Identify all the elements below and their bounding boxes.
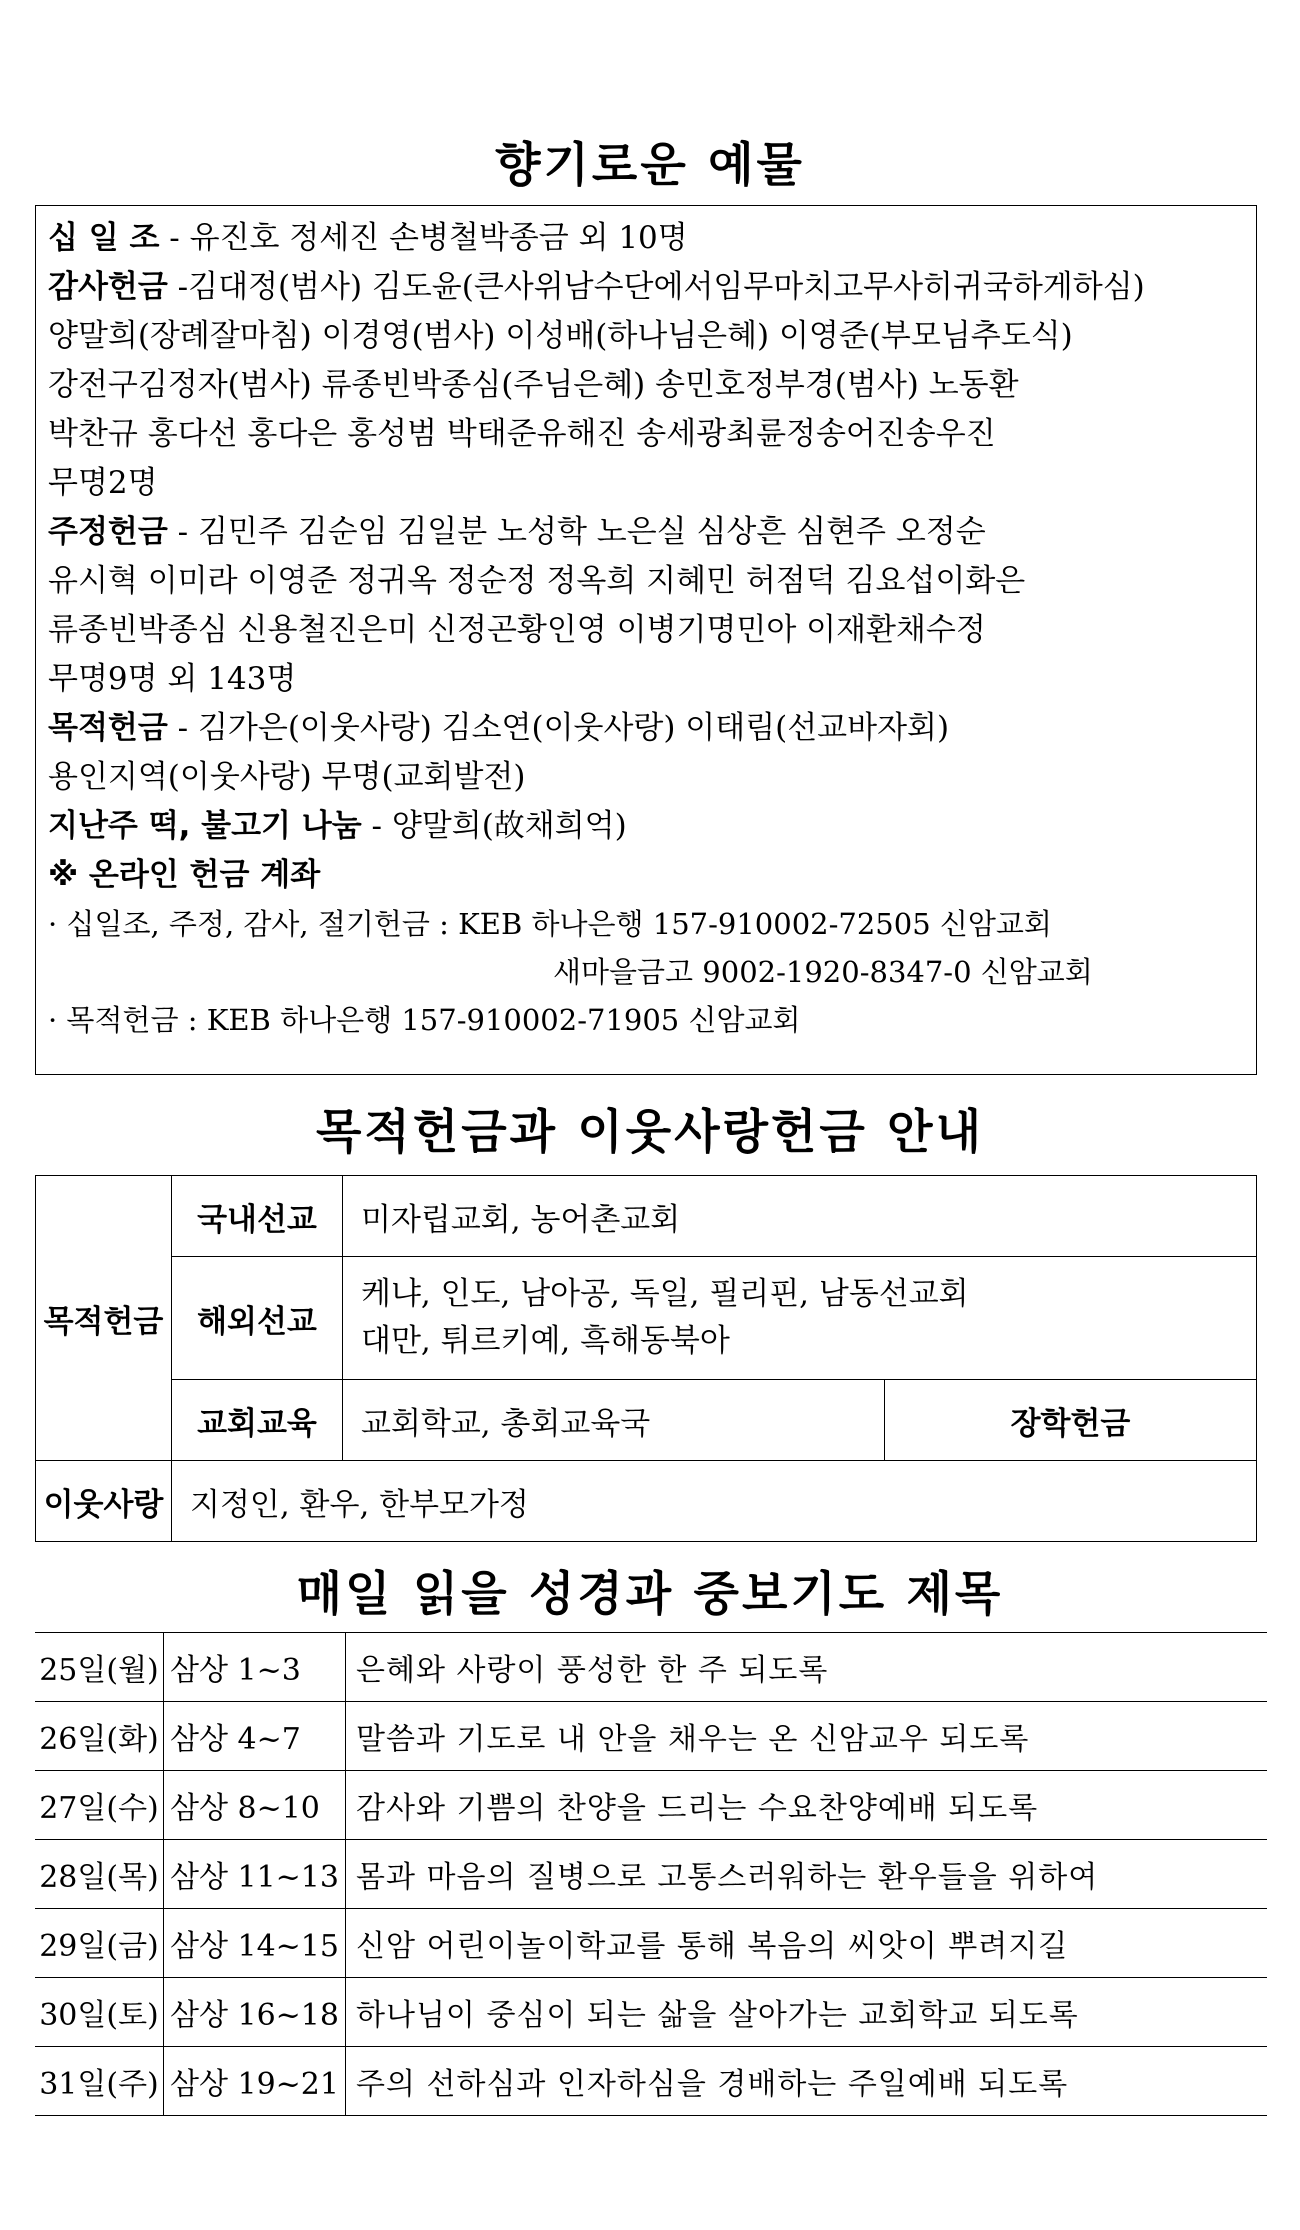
- weekly-names: - 김민주 김순임 김일분 노성학 노은실 심상흔 심현주 오정순: [167, 514, 986, 550]
- prayer-cell: 감사와 기쁨의 찬양을 드리는 수요찬양예배 되도록: [345, 1771, 1267, 1840]
- date-cell: 26일(화): [35, 1702, 164, 1771]
- passage-cell: 삼상 4~7: [164, 1702, 346, 1771]
- tithe-label: 십 일 조: [48, 220, 160, 256]
- prayer-cell: 신암 어린이놀이학교를 통해 복음의 씨앗이 뿌려지길: [345, 1909, 1267, 1978]
- row-value-line: 대만, 튀르키예, 흑해동북아: [361, 1323, 730, 1359]
- neighbor-value: 지정인, 환우, 한부모가정: [172, 1461, 1257, 1542]
- scholarship-label: 장학헌금: [885, 1380, 1257, 1461]
- table-row: [35, 2047, 1267, 2116]
- bible-table: [35, 1632, 1267, 2116]
- event-names: - 양말희(故채희억): [361, 808, 627, 844]
- table-row: [35, 1702, 1267, 1771]
- passage-cell: 삼상 1~3: [164, 1633, 346, 1702]
- thanks-label: 감사헌금: [48, 269, 168, 305]
- purpose-names: - 김가은(이웃사랑) 김소연(이웃사랑) 이태림(선교바자회): [167, 710, 950, 746]
- date-cell: 29일(금): [35, 1909, 164, 1978]
- row-value: 미자립교회, 농어촌교회: [343, 1176, 1257, 1257]
- purpose-label: 목적헌금: [48, 710, 168, 746]
- weekly-label: 주정헌금: [48, 514, 168, 550]
- date-cell: 25일(월): [35, 1633, 164, 1702]
- event-label: 지난주 떡, 불고기 나눔: [48, 808, 362, 844]
- purpose-names-line: 용인지역(이웃사랑) 무명(교회발전): [48, 759, 526, 795]
- table-row: [35, 1633, 1267, 1702]
- offering-title: 향기로운 예물: [495, 138, 805, 193]
- row-value: 교회학교, 총회교육국: [343, 1380, 885, 1461]
- thanks-names-line: 강전구김정자(범사) 류종빈박종심(주님은혜) 송민호정부경(범사) 노동환: [48, 367, 1019, 403]
- account-line: · 십일조, 주정, 감사, 절기헌금 : KEB 하나은행 157-910002-72505 신암교회: [48, 907, 1052, 941]
- tithe-line: [48, 214, 1244, 263]
- purpose-table: [35, 1175, 1257, 1542]
- passage-cell: 삼상 14~15: [164, 1909, 346, 1978]
- tithe-names: - 유진호 정세진 손병철박종금 외 10명: [159, 220, 688, 256]
- prayer-cell: 은혜와 사랑이 풍성한 한 주 되도록: [345, 1633, 1267, 1702]
- purpose-table-title: 목적헌금과 이웃사랑헌금 안내: [316, 1105, 984, 1160]
- offering-box: [35, 205, 1257, 1075]
- row-value: [343, 1257, 1257, 1380]
- date-cell: 30일(토): [35, 1978, 164, 2047]
- online-label: ※ 온라인 헌금 계좌: [48, 857, 321, 893]
- passage-cell: 삼상 19~21: [164, 2047, 346, 2116]
- account-line: 새마을금고 9002-1920-8347-0 신암교회: [553, 955, 1093, 989]
- table-row: [35, 1909, 1267, 1978]
- table-row: [35, 1771, 1267, 1840]
- prayer-cell: 하나님이 중심이 되는 삶을 살아가는 교회학교 되도록: [345, 1978, 1267, 2047]
- row-label: 해외선교: [172, 1257, 343, 1380]
- weekly-names-line: 유시혁 이미라 이영준 정귀옥 정순정 정옥희 지혜민 허점덕 김요섭이화은: [48, 563, 1026, 599]
- row-value-line: 케냐, 인도, 남아공, 독일, 필리핀, 남동선교회: [361, 1276, 969, 1312]
- passage-cell: 삼상 16~18: [164, 1978, 346, 2047]
- thanks-names: -김대정(범사) 김도윤(큰사위남수단에서임무마치고무사히귀국하게하심): [167, 269, 1145, 305]
- date-cell: 31일(주): [35, 2047, 164, 2116]
- thanks-names-line: 무명2명: [48, 465, 158, 501]
- thanks-names-line: 박찬규 홍다선 홍다은 홍성범 박태준유해진 송세광최륜정송어진송우진: [48, 416, 996, 452]
- account-line: · 목적헌금 : KEB 하나은행 157-910002-71905 신암교회: [48, 1003, 801, 1037]
- weekly-line: [48, 508, 1244, 557]
- date-cell: 27일(수): [35, 1771, 164, 1840]
- event-line: [48, 802, 1244, 851]
- weekly-names-line: 류종빈박종심 신용철진은미 신정곤황인영 이병기명민아 이재환채수정: [48, 612, 986, 648]
- weekly-names-line: 무명9명 외 143명: [48, 661, 297, 697]
- passage-cell: 삼상 8~10: [164, 1771, 346, 1840]
- prayer-cell: 주의 선하심과 인자하심을 경배하는 주일예배 되도록: [345, 2047, 1267, 2116]
- bible-title: 매일 읽을 성경과 중보기도 제목: [296, 1567, 1004, 1622]
- table-row: [35, 1840, 1267, 1909]
- purpose-line: [48, 704, 1244, 753]
- purpose-group-label: 목적헌금: [36, 1176, 172, 1461]
- thanks-names-line: 양말희(장례잘마침) 이경영(범사) 이성배(하나님은혜) 이영준(부모님추도식): [48, 318, 1073, 354]
- prayer-cell: 몸과 마음의 질병으로 고통스러워하는 환우들을 위하여: [345, 1840, 1267, 1909]
- date-cell: 28일(목): [35, 1840, 164, 1909]
- neighbor-label: 이웃사랑: [36, 1461, 172, 1542]
- prayer-cell: 말씀과 기도로 내 안을 채우는 온 신암교우 되도록: [345, 1702, 1267, 1771]
- table-row: [35, 1978, 1267, 2047]
- thanks-line: [48, 263, 1244, 312]
- row-label: 국내선교: [172, 1176, 343, 1257]
- row-label: 교회교육: [172, 1380, 343, 1461]
- passage-cell: 삼상 11~13: [164, 1840, 346, 1909]
